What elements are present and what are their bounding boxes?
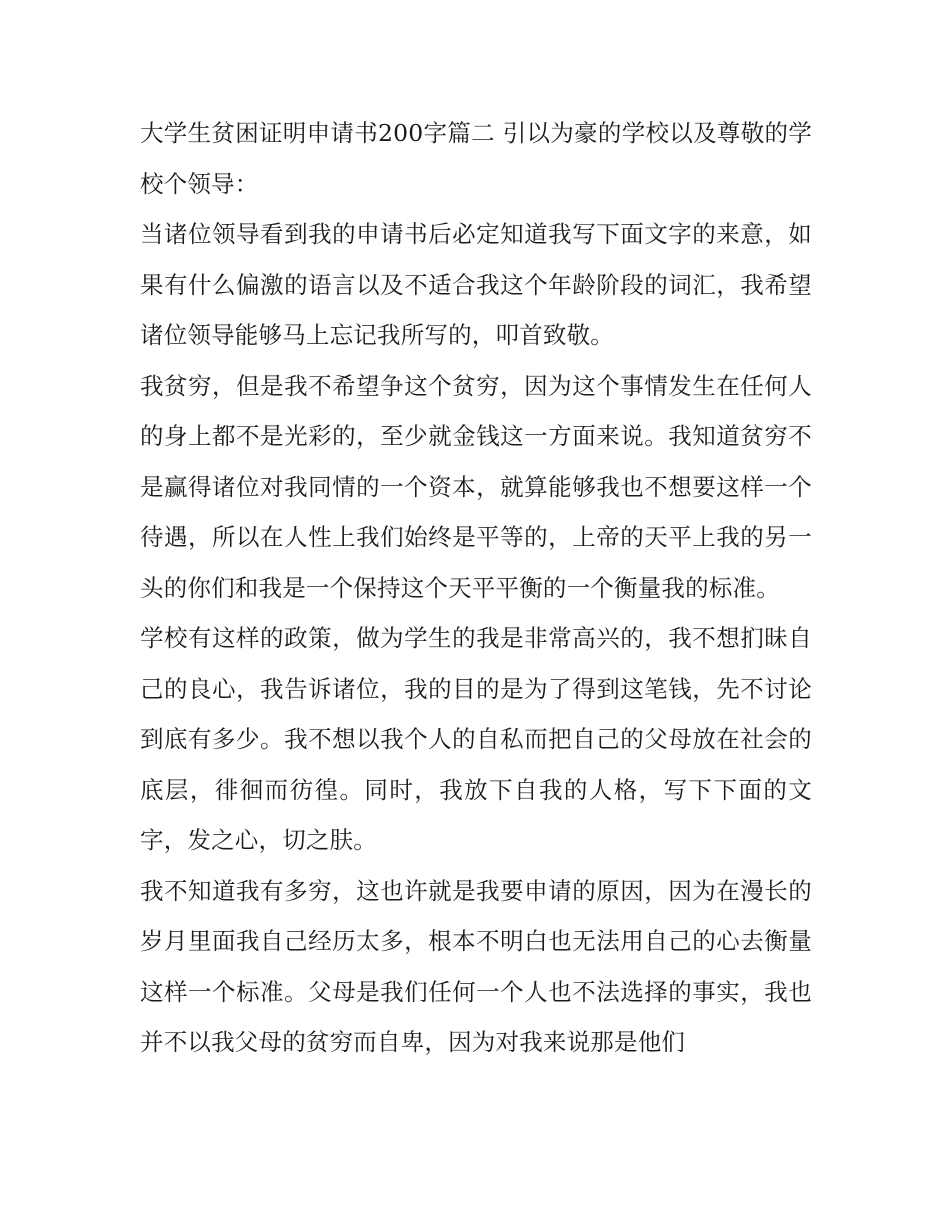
paragraph: 我贫穷，但是我不希望争这个贫穷，因为这个事情发生在任何人的身上都不是光彩的，至少就金钱这一方面来说。我知道贫穷不是赢得诸位对我同情的一个资本，就算能够我也不想要这样一个待遇，所以在人性上我们始终是平等的，上帝的天平上我的另一头的你们和我是一个保持这个天平平衡的一个衡量我的标准。 [140, 371, 812, 602]
paragraph: 我不知道我有多穷，这也许就是我要申请的原因，因为在漫长的岁月里面我自己经历太多，根本不明白也无法用自己的心去衡量这样一个标准。父母是我们任何一个人也不法选择的事实，我也并不以我父母的贫穷而自卑，因为对我来说那是他们 [140, 876, 812, 1056]
paragraph: 当诸位领导看到我的申请书后必定知道我写下面文字的来意，如果有什么偏激的语言以及不适合我这个年龄阶段的词汇，我希望诸位领导能够马上忘记我所写的，叩首致敬。 [140, 220, 812, 349]
paragraph-title: 大学生贫困证明申请书200字篇二 引以为豪的学校以及尊敬的学校个领导： [140, 119, 812, 198]
paragraph: 学校有这样的政策，做为学生的我是非常高兴的，我不想扪昧自己的良心，我告诉诸位，我的目的是为了得到这笔钱，先不讨论到底有多少。我不想以我个人的自私而把自己的父母放在社会的底层，徘徊而彷徨。同时，我放下自我的人格，写下下面的文字，发之心，切之肤。 [140, 624, 812, 854]
document-body [140, 108, 812, 1068]
